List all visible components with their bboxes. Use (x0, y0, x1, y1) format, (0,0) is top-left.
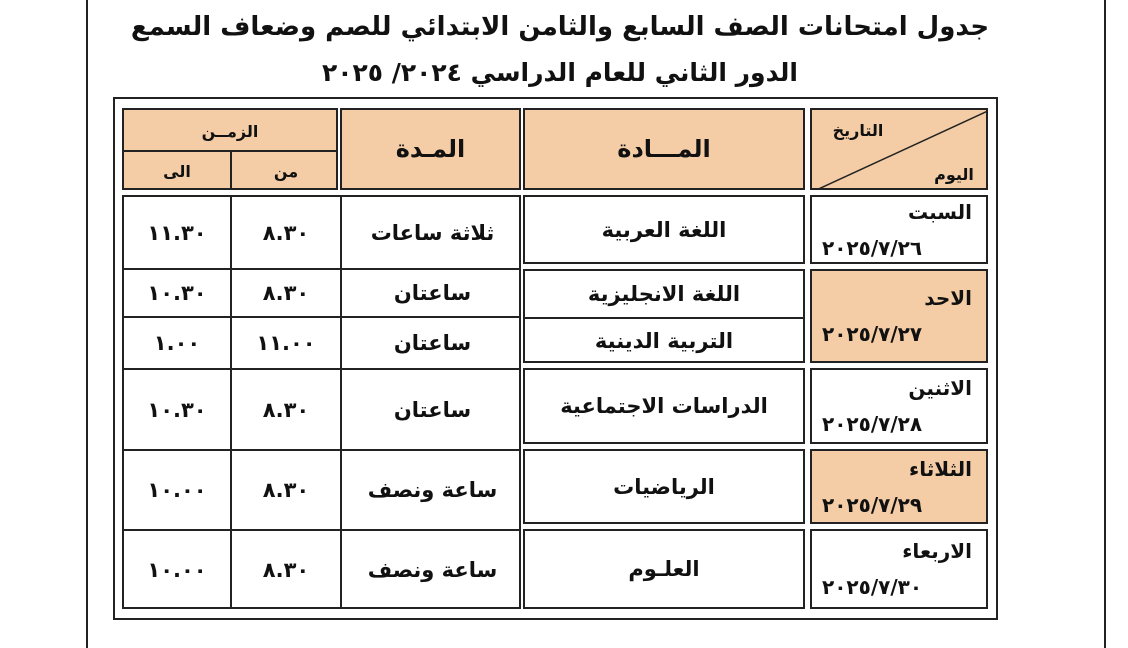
header-to: الى (163, 161, 191, 181)
subject-name: التربية الدينية (594, 329, 734, 353)
time-from: ١١.٠٠ (256, 331, 316, 355)
time-from: ٨.٣٠ (262, 478, 310, 502)
header-time-cell (122, 108, 338, 190)
subject-block-monday (523, 368, 805, 444)
time-to: ١٠.٠٠ (147, 478, 207, 502)
time-to: ١٠.٣٠ (147, 281, 207, 305)
subject-block-tuesday (523, 449, 805, 524)
subject-name: الدراسات الاجتماعية (560, 394, 768, 418)
time-from: ٨.٣٠ (262, 220, 310, 245)
day-name: الثلاثاء (909, 456, 972, 481)
duration-time-block (122, 195, 521, 609)
duration-value: ساعتان (393, 331, 472, 355)
header-subject: المـــادة (617, 135, 711, 163)
day-cell-saturday (810, 195, 988, 264)
header-subject-cell (523, 108, 805, 190)
duration-value: ثلاثة ساعات (370, 220, 495, 245)
time-to: ١٠.٠٠ (147, 558, 207, 582)
time-from: ٨.٣٠ (262, 281, 310, 305)
time-from: ٨.٣٠ (262, 397, 310, 422)
header-date-day-cell (810, 108, 988, 190)
day-cell-monday (810, 368, 988, 444)
subject-block-sunday (523, 269, 805, 363)
day-name: الاربعاء (902, 539, 972, 563)
day-date: ٢٠٢٥/٧/٢٨ (822, 412, 923, 436)
subject-name: اللغة العربية (601, 217, 727, 242)
day-date: ٢٠٢٥/٧/٣٠ (822, 575, 923, 599)
schedule-title: جدول امتحانات الصف السابع والثامن الابتدائي للصم وضعاف السمع (130, 12, 990, 42)
day-name: السبت (907, 199, 972, 224)
subject-name: الرياضيات (613, 474, 715, 499)
header-day-label: اليوم (934, 164, 974, 184)
header-from: من (273, 161, 299, 181)
day-cell-wednesday (810, 529, 988, 609)
duration-value: ساعتان (393, 281, 472, 305)
day-name: الاثنين (908, 376, 972, 400)
subject-name: اللغة الانجليزية (587, 282, 741, 306)
time-to: ١٠.٣٠ (147, 397, 207, 422)
subject-name: العلـوم (628, 557, 700, 581)
time-to: ١١.٣٠ (147, 220, 207, 245)
header-date-label: التاريخ (832, 120, 884, 140)
duration-value: ساعة ونصف (367, 558, 498, 582)
day-date: ٢٠٢٥/٧/٢٧ (822, 322, 923, 346)
subject-block-saturday (523, 195, 805, 264)
duration-value: ساعة ونصف (367, 478, 498, 502)
page-frame-left (86, 0, 88, 648)
subject-block-wednesday (523, 529, 805, 609)
day-name: الاحد (924, 286, 972, 310)
day-date: ٢٠٢٥/٧/٢٦ (822, 235, 923, 260)
day-cell-tuesday (810, 449, 988, 524)
header-time: الزمــن (201, 121, 259, 141)
header-duration: المـدة (395, 135, 466, 163)
page-frame-right (1104, 0, 1106, 648)
day-cell-sunday (810, 269, 988, 363)
day-date: ٢٠٢٥/٧/٢٩ (822, 492, 923, 517)
header-duration-cell (340, 108, 521, 190)
time-to: ١.٠٠ (153, 331, 201, 355)
duration-value: ساعتان (393, 397, 472, 422)
time-from: ٨.٣٠ (262, 558, 310, 582)
schedule-subtitle: الدور الثاني للعام الدراسي ٢٠٢٤/ ٢٠٢٥ (322, 58, 798, 87)
